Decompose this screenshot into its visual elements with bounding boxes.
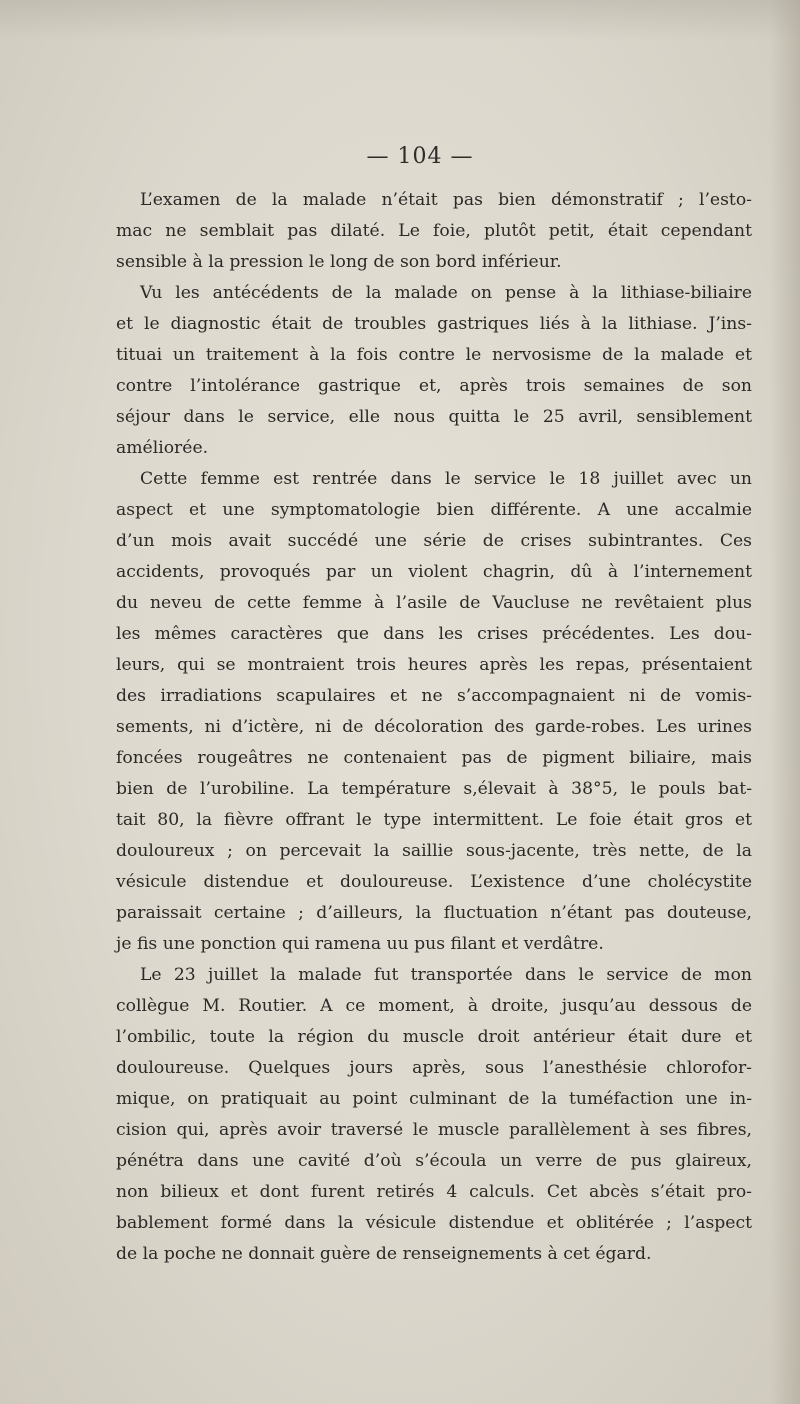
text-line: l’ombilic, toute la région du muscle droit antérieur était dure et	[116, 1027, 752, 1047]
text-line: sensible à la pression le long de son bord inférieur.	[116, 252, 562, 272]
text-line: tituai un traitement à la fois contre le nervosisme de la malade et	[116, 345, 752, 365]
text-line: séjour dans le service, elle nous quitta le 25 avril, sensiblement	[116, 407, 752, 427]
text-line: vésicule distendue et douloureuse. L’existence d’une cholécystite	[116, 872, 752, 892]
text-line: Vu les antécédents de la malade on pense à la lithiase-biliaire	[140, 283, 752, 303]
text-line: des irradiations scapulaires et ne s’accompagnaient ni de vomis-	[116, 686, 752, 706]
text-line: aspect et une symptomatologie bien différente. A une accalmie	[116, 500, 752, 520]
text-line: du neveu de cette femme à l’asile de Vaucluse ne revêtaient plus	[116, 593, 752, 613]
text-line: L’examen de la malade n’était pas bien démonstratif ; l’esto-	[140, 190, 752, 210]
page-number: — 104 —	[366, 144, 474, 169]
page-shadow-top	[0, 0, 800, 40]
text-line: de la poche ne donnait guère de renseignements à cet égard.	[116, 1244, 652, 1264]
text-line: douloureuse. Quelques jours après, sous l’anesthésie chlorofor-	[116, 1058, 752, 1078]
text-line: pénétra dans une cavité d’où s’écoula un verre de pus glaireux,	[116, 1151, 752, 1171]
text-line: je fis une ponction qui ramena uu pus filant et verdâtre.	[116, 934, 604, 954]
text-line: non bilieux et dont furent retirés 4 calculs. Cet abcès s’était pro-	[116, 1182, 752, 1202]
text-line: sements, ni d’ictère, ni de décoloration des garde-robes. Les urines	[116, 717, 752, 737]
text-line: bien de l’urobiline. La température s,élevait à 38°5, le pouls bat-	[116, 779, 752, 799]
text-line: leurs, qui se montraient trois heures après les repas, présentaient	[116, 655, 752, 675]
body-text	[116, 185, 752, 1270]
text-line: améliorée.	[116, 438, 209, 458]
text-line: paraissait certaine ; d’ailleurs, la fluctuation n’étant pas douteuse,	[116, 903, 752, 923]
text-line: les mêmes caractères que dans les crises précédentes. Les dou-	[116, 624, 752, 644]
text-line: tait 80, la fièvre offrant le type intermittent. Le foie était gros et	[116, 810, 752, 830]
page-shadow-right	[770, 0, 800, 1404]
text-line: collègue M. Routier. A ce moment, à droite, jusqu’au dessous de	[116, 996, 752, 1016]
text-line: cision qui, après avoir traversé le muscle parallèlement à ses fibres,	[116, 1120, 752, 1140]
text-line: contre l’intolérance gastrique et, après trois semaines de son	[116, 376, 752, 396]
text-line: et le diagnostic était de troubles gastriques liés à la lithiase. J’ins-	[116, 314, 752, 334]
text-line: mique, on pratiquait au point culminant de la tuméfaction une in-	[116, 1089, 752, 1109]
text-line: douloureux ; on percevait la saillie sous-jacente, très nette, de la	[116, 841, 752, 861]
text-line: accidents, provoqués par un violent chagrin, dû à l’internement	[116, 562, 752, 582]
text-line: mac ne semblait pas dilaté. Le foie, plutôt petit, était cependant	[116, 221, 752, 241]
text-line: foncées rougeâtres ne contenaient pas de pigment biliaire, mais	[116, 748, 752, 768]
text-line: Cette femme est rentrée dans le service le 18 juillet avec un	[140, 469, 752, 489]
text-line: bablement formé dans la vésicule distendue et oblitérée ; l’aspect	[116, 1213, 752, 1233]
text-line: d’un mois avait succédé une série de crises subintrantes. Ces	[116, 531, 752, 551]
text-line: Le 23 juillet la malade fut transportée dans le service de mon	[140, 965, 752, 985]
